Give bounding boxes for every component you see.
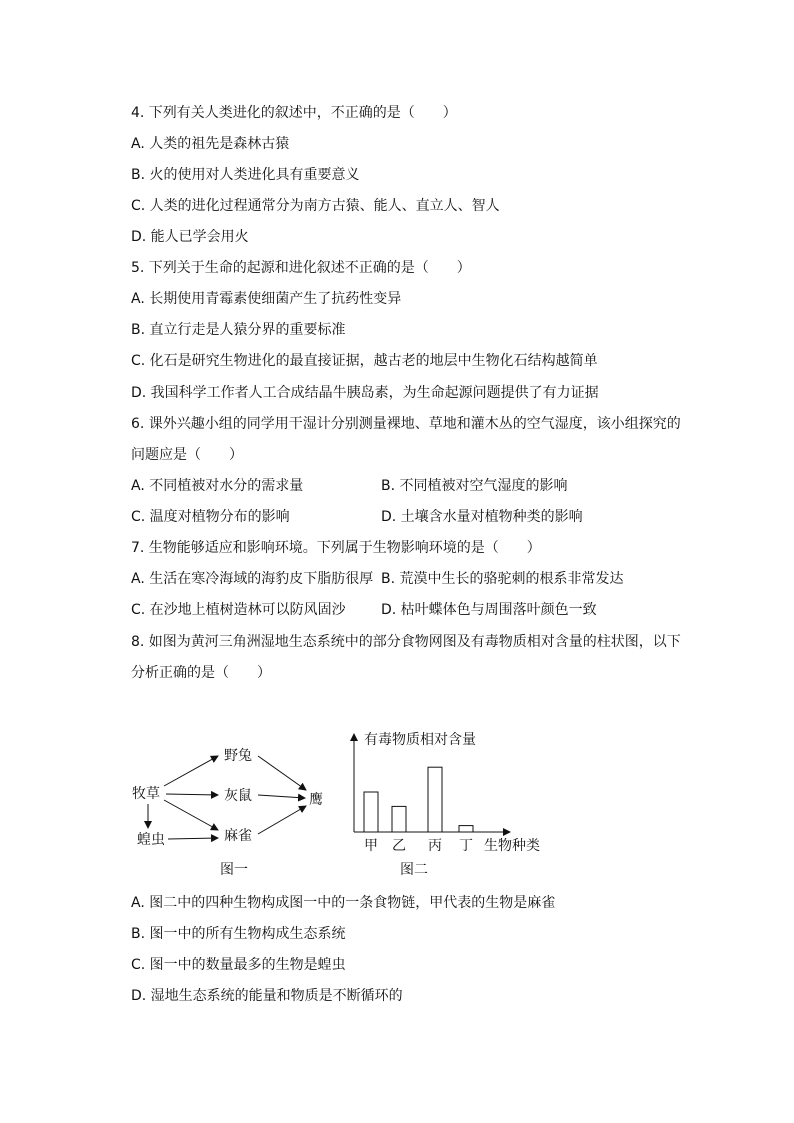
q4-option-a: A. 人类的祖先是森林古猿 — [131, 136, 290, 152]
arrow-grass-sparrow — [164, 800, 218, 830]
q7-option-c: C. 在沙地上植树造林可以防风固沙 — [131, 602, 346, 618]
chart-x-label: 生物种类 — [484, 838, 540, 854]
node-locust: 蝗虫 — [137, 832, 165, 848]
q5-option-a: A. 长期使用青霉素使细菌产生了抗药性变异 — [131, 291, 402, 307]
node-eagle: 鹰 — [309, 792, 323, 808]
bar-0 — [364, 792, 378, 832]
toxin-bar-chart — [354, 731, 540, 878]
q7-option-b: B. 荒漠中生长的骆驼刺的根系非常发达 — [381, 571, 624, 587]
q4-stem: 4. 下列有关人类进化的叙述中，不正确的是（ ） — [131, 105, 457, 121]
q6-option-d: D. 土壤含水量对植物种类的影响 — [381, 509, 583, 525]
q8-stem-line2: 分析正确的是（ ） — [131, 665, 271, 681]
q8-stem-line1: 8. 如图为黄河三角洲湿地生态系统中的部分食物网图及有毒物质相对含量的柱状图，以下 — [131, 634, 681, 650]
q5-option-d: D. 我国科学工作者人工合成结晶牛胰岛素，为生命起源问题提供了有力证据 — [131, 385, 599, 401]
q5-stem: 5. 下列关于生命的起源和进化叙述不正确的是（ ） — [131, 260, 471, 276]
q4-option-d: D. 能人已学会用火 — [131, 229, 249, 245]
q8-option-d: D. 湿地生态系统的能量和物质是不断循环的 — [131, 988, 403, 1004]
q6-option-b: B. 不同植被对空气湿度的影响 — [381, 478, 568, 494]
arrow-grass-mouse — [166, 794, 218, 795]
chart-y-label: 有毒物质相对含量 — [364, 732, 476, 748]
x-tick-label: 丁 — [459, 838, 473, 854]
x-tick-label: 丙 — [428, 838, 442, 854]
figure1-caption: 图一 — [220, 862, 248, 878]
q5-option-b: B. 直立行走是人猿分界的重要标准 — [131, 322, 346, 338]
q8-option-b: B. 图一中的所有生物构成生态系统 — [131, 926, 346, 942]
q7-option-a: A. 生活在寒冷海域的海豹皮下脂肪很厚 — [131, 571, 374, 587]
q6-stem-line1: 6. 课外兴趣小组的同学用干湿计分别测量裸地、草地和灌木丛的空气湿度，该小组探究的 — [131, 416, 681, 432]
food-web-diagram — [132, 748, 323, 878]
node-sparrow: 麻雀 — [224, 828, 252, 844]
figure2-caption: 图二 — [400, 862, 428, 878]
q6-option-c: C. 温度对植物分布的影响 — [131, 509, 290, 525]
q6-option-a: A. 不同植被对水分的需求量 — [131, 478, 304, 494]
q5-option-c: C. 化石是研究生物进化的最直接证据，越古老的地层中生物化石结构越简单 — [131, 353, 598, 369]
x-tick-label: 甲 — [364, 838, 378, 854]
bar-3 — [459, 826, 473, 832]
bar-1 — [392, 806, 406, 832]
q6-stem-line2: 问题应是（ ） — [131, 447, 243, 463]
arrow-mouse-eagle — [258, 795, 305, 798]
arrow-locust-sparrow — [168, 838, 218, 839]
q8-figure — [128, 722, 558, 882]
q4-option-c: C. 人类的进化过程通常分为南方古猿、能人、直立人、智人 — [131, 198, 500, 214]
x-tick-label: 乙 — [392, 838, 406, 854]
q8-option-c: C. 图一中的数量最多的生物是蝗虫 — [131, 957, 346, 973]
bar-2 — [428, 767, 442, 832]
node-mouse: 灰鼠 — [224, 788, 252, 804]
q7-option-d: D. 枯叶蝶体色与周围落叶颜色一致 — [381, 602, 597, 618]
node-grass: 牧草 — [132, 786, 160, 802]
q7-stem: 7. 生物能够适应和影响环境。下列属于生物影响环境的是（ ） — [131, 540, 541, 556]
q8-option-a: A. 图二中的四种生物构成图一中的一条食物链，甲代表的生物是麻雀 — [131, 895, 556, 911]
q4-option-b: B. 火的使用对人类进化具有重要意义 — [131, 167, 360, 183]
arrow-rabbit-eagle — [258, 756, 306, 790]
node-rabbit: 野兔 — [224, 748, 252, 764]
arrow-sparrow-eagle — [258, 806, 306, 834]
arrow-grass-rabbit — [164, 756, 218, 786]
